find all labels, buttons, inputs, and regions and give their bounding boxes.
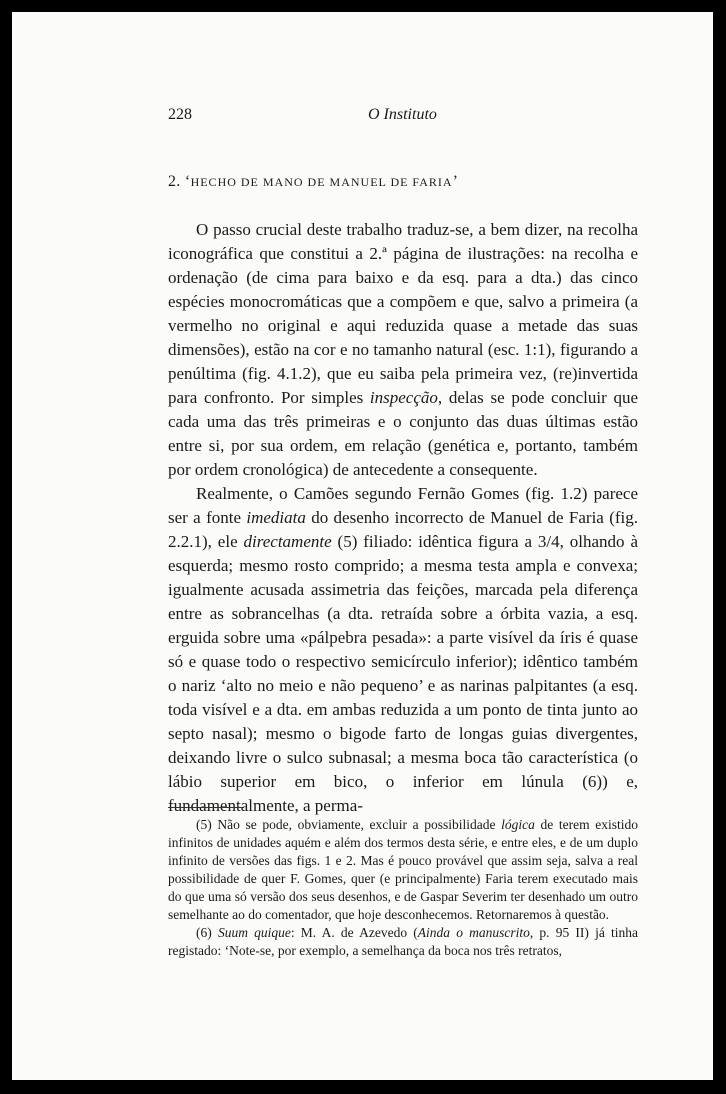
- footnote-text: (5) Não se pode, obviamente, excluir a possibilidade: [196, 817, 502, 832]
- footnote-6: [168, 924, 638, 960]
- paragraph-emphasis: inspecção: [369, 388, 438, 407]
- paragraph-text: Realmente, o Camões segundo Fernão Gomes (fig. 1.2) parece ser a fonte: [168, 484, 638, 527]
- footnote-emphasis: Suum quique: [217, 925, 291, 940]
- paragraph: [168, 218, 638, 482]
- footnote-emphasis: lógica: [501, 817, 535, 832]
- footnotes: [168, 816, 638, 960]
- paragraph-text: , delas se pode concluir que cada uma das três primeiras e o conjunto das duas últimas estão entre si, por sua ordem, em relação (genética e, portanto, também por ordem cronológica) de antecedente a consequente.: [168, 388, 638, 479]
- paragraph-text: do desenho incorrecto de Manuel de Faria (fig. 2.2.1), ele: [168, 508, 638, 551]
- section-quote-open: ‘: [184, 173, 191, 190]
- section-quote-close: ’: [452, 173, 459, 190]
- footnote-text: : M. A. de Azevedo (: [290, 925, 418, 940]
- paragraph-emphasis: directamente: [243, 532, 332, 551]
- footnote-emphasis: Ainda o manuscrito: [417, 925, 530, 940]
- page: [12, 12, 713, 1080]
- footnote-text: , p. 95 II) já tinha registado: ‘Note-se, por exemplo, a semelhança da boca nos três retratos,: [168, 925, 639, 958]
- section-heading: [168, 173, 458, 191]
- paragraph: [168, 482, 638, 818]
- footnote-rule: [168, 807, 244, 808]
- paragraph-text: (5) filiado: idêntica figura a 3/4, olhando à esquerda; mesmo rosto comprido; a mesma testa ampla e convexa; igualmente acusada assimetria das feições, marcada pela diferença entre as sobrancelhas (a dta. retraída sobre a órbita vazia, a esq. erguida sobre uma «pálpebra pesada»: a parte visível da íris é quase só e quase todo o respectivo semicírculo inferior); idêntico também o nariz ‘alto no meio e não pequeno’ e as narinas palpitantes (a esq. toda visível e a dta. em ambas reduzida a um ponto de tinta junto ao septo nasal); mesmo o bigode farto de longas guias divergentes, deixando livre o sulco subnasal; a mesma boca tão característica (o lábio superior em bico, o inferior em lúnula (6)) e, fundamentalmente, a perma-: [168, 532, 638, 815]
- body-text: [168, 218, 638, 818]
- paragraph-emphasis: imediata: [246, 508, 306, 527]
- footnote-5: [168, 816, 638, 924]
- running-head: [168, 106, 638, 130]
- footnote-text: (6): [196, 925, 218, 940]
- page-number: 228: [168, 106, 192, 123]
- paragraph-text: O passo crucial deste trabalho traduz-se, a bem dizer, na recolha iconográfica que constitui a 2.ª página de ilustrações: na recolha e ordenação (de cima para baixo e da esq. para a dta.) das cinco espécies monocromáticas que a compõem e que, salvo a primeira (a vermelho no original e aqui reduzida quase a metade das suas dimensões), estão na cor e no tamanho natural (esc. 1:1), figurando a penúltima (fig. 4.1.2), que eu saiba pela primeira vez, (re)invertida para confronto. Por simples: [168, 220, 638, 407]
- section-number: 2.: [168, 173, 181, 190]
- journal-title: O Instituto: [368, 106, 437, 123]
- footnote-text: de terem existido infinitos de unidades aquém e além dos termos desta série, e entre eles, e de um duplo infinito de versões das figs. 1 e 2. Mas é pouco provável que assim seja, salva a real possibilidade de quer F. Gomes, quer (e principalmente) Faria terem executado mais do que uma só versão dos seus desenhos, e de Gaspar Severim ter desenhado um outro semelhante ao do comentador, que hoje desconhecemos. Retornaremos à questão.: [168, 817, 638, 922]
- section-title: HECHO DE MANO DE MANUEL DE FARIA: [190, 175, 453, 189]
